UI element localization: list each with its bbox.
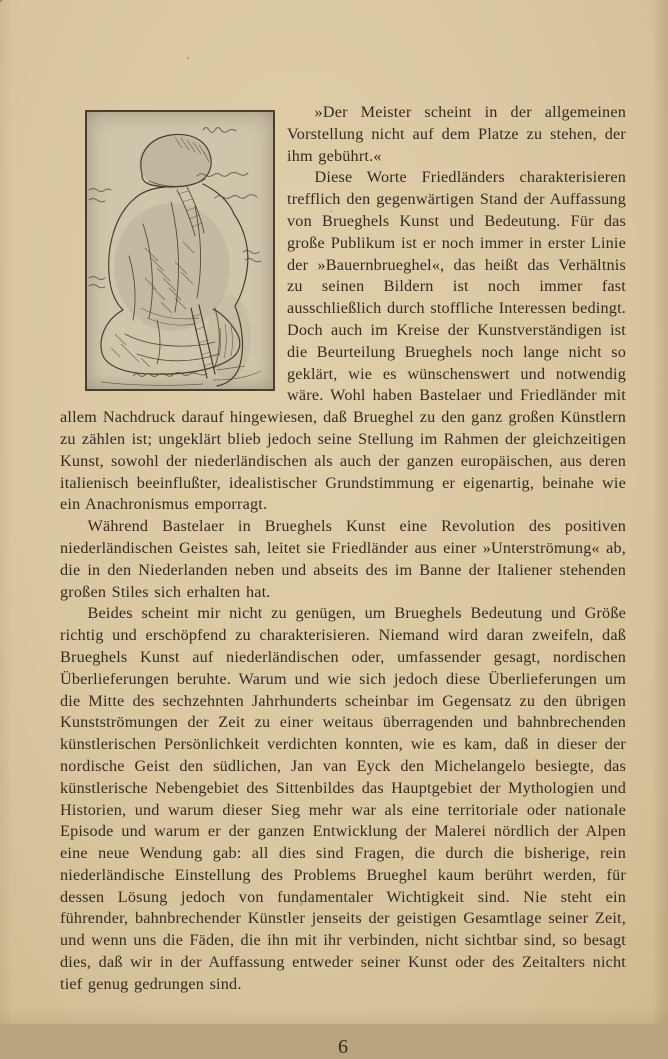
quote-paragraph: »Der Meister scheint in der allgemeinen Vorstellung nicht auf dem Platze zu stehen, der ihm gebührt.«: [287, 103, 626, 165]
text-block: [60, 102, 626, 1059]
body-paragraph-4: Beides scheint mir nicht zu genügen, um Brueghels Bedeutung und Größe richtig und erschöpfend zu charakterisieren. Niemand wird daran zweifeln, daß Brueghels Kunst auf niederländischen oder, umfassender gesagt, nordischen Überlieferungen beruhte. Warum und wie sich jedoch diese Überlieferungen um die Mitte des sechzehnten Jahrhunderts scheinbar im Gegensatz zu den übrigen Kunstströmungen der Zeit zu einer weitaus überragenden und bahnbrechenden künstlerischen Persönlichkeit verdichten konnten, wie es kam, daß in dieser der nordische Geist den südlichen, Jan van Eyck den Michelangelo besiegte, das künstlerische Nebengebiet des Sittenbildes das Hauptgebiet der Mythologien und Historien, und warum dieser Sieg mehr war als eine territoriale oder nationale Episode und warum er der ganzen Entwicklung der Malerei nördlich der Alpen eine neue Wendung gab: all dies sind Fragen, die durch die bisherige, rein niederländische Einstellung des Problems Brueghel kaum berührt werden, für dessen Lösung jedoch von fundamentaler Wichtigkeit sind. Nie steht ein führender, bahnbrechender Künstler jenseits der geistigen Gesamtlage seiner Zeit, und wenn uns die Fäden, die ihn mit ihr verbinden, nicht sichtbar sind, so besagt dies, daß wir in der Auffassung entweder seiner Kunst oder des Zeitalters nicht tief genug gedrungen sind.: [60, 604, 626, 993]
body-paragraph-2: Diese Worte Friedländers charakterisieren trefflich den gegenwärtigen Stand der Auffassung von Brueghels Kunst und Bedeutung. Für das große Publikum ist er noch immer in erster Linie der »Bauernbrueghel«, das heißt das Verhältnis zu seinen Bildern ist noch immer fast ausschließlich durch stoffliche Interessen bedingt. Doch auch im Kreise der Kunstverständigen ist die Beurteilung Brueghels noch lange nicht so geklärt, wie es wünschenswert und notwendig wäre. Wohl haben Bastelaer und Friedländer mit allem Nachdruck darauf hingewiesen, daß Brueghel zu den ganz großen Künstlern zu zählen ist; ungeklärt blieb jedoch seine Stellung im Rahmen der gleichzeitigen Kunst, sowohl der niederländischen als auch der ganzen europäischen, aus deren italienisch beeinflußter, idealistischer Grundstimmung er eigenartig, beinahe wie ein Anachronismus emporragt.: [60, 168, 626, 514]
peasant-drawing-svg: [87, 112, 273, 389]
body-paragraph-3: Während Bastelaer in Brueghels Kunst eine Revolution des positiven niederländischen Geistes sah, leitet sie Friedländer aus einer »Unterströmung« ab, die in den Niederlanden neben und abseits des im Banne der Italiener stehenden großen Stiles sich erhalten hat.: [60, 517, 626, 601]
peasant-drawing: [85, 110, 275, 391]
scan-artifacts: [0, 0, 2, 2]
page-number: 6: [338, 1035, 348, 1058]
